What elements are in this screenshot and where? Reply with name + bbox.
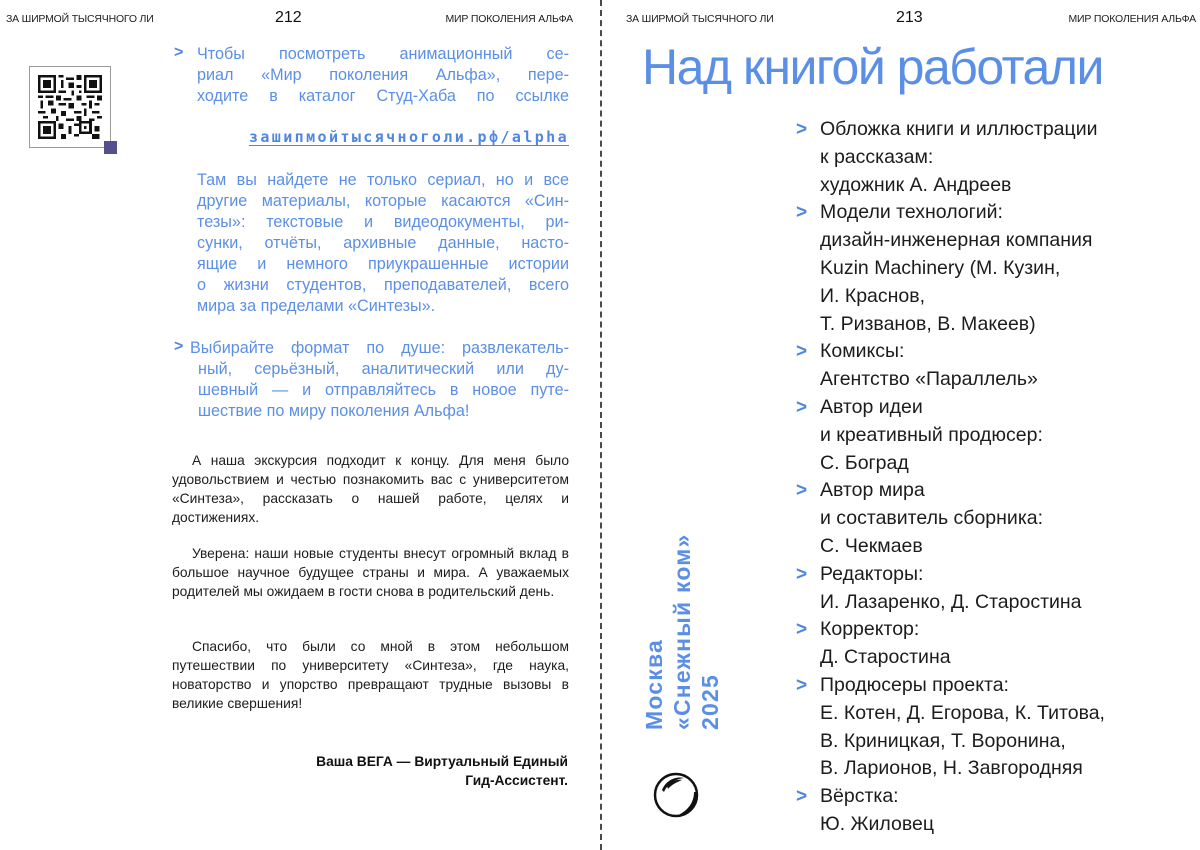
bullet-arrow-icon: > (174, 44, 184, 61)
credit-name: И. Краснов, (820, 284, 926, 307)
credit-name: дизайн-инженерная компания (820, 229, 1093, 252)
page-number: 212 (275, 9, 302, 26)
credit-name: Д. Старостина (820, 646, 951, 669)
credit-item (796, 672, 1176, 783)
credit-name: художник А. Андреев (820, 173, 1012, 196)
text-line: другие материалы, которые касаются «Син- (197, 192, 569, 210)
credit-name: Агентство «Параллель» (820, 368, 1038, 391)
closing-paragraph-2 (172, 544, 569, 601)
running-head-left: ЗА ШИРМОЙ ТЫСЯЧНОГО ЛИ (6, 13, 154, 25)
credit-role: Корректор: (820, 618, 920, 641)
credits-list (796, 116, 1176, 839)
text-line: ходите в каталог Студ-Хаба по ссылке (197, 87, 569, 105)
bullet-arrow-icon: > (796, 563, 808, 585)
bullet-arrow-icon: > (796, 119, 808, 140)
credit-name: Е. Котен, Д. Егорова, К. Титова, (820, 701, 1105, 724)
running-head-right: МИР ПОКОЛЕНИЯ АЛЬФА (445, 13, 573, 25)
credit-role: Редакторы: (820, 562, 924, 585)
publisher-imprint (640, 533, 724, 730)
paragraph: Спасибо, что были со мной в этом небольшом путешествии по университету «Синтеза», где наука, новаторство и упорство превращают трудные вызовы в великие свершения! (172, 639, 569, 711)
credit-role: Автор идеи (820, 395, 923, 418)
credit-role: Автор мира (820, 479, 925, 502)
qr-code-icon (38, 75, 102, 139)
bullet-arrow-icon: > (174, 338, 184, 355)
credit-name: и составитель сборника: (820, 507, 1044, 530)
running-head-left: ЗА ШИРМОЙ ТЫСЯЧНОГО ЛИ (626, 13, 774, 25)
credit-name: и креативный продюсер: (820, 423, 1043, 446)
bullet-arrow-icon: > (796, 674, 808, 696)
text-line: риал «Мир поколения Альфа», пере- (197, 66, 569, 84)
publisher-name: «Снежный ком» (669, 533, 695, 730)
credit-role: Вёрстка: (820, 785, 899, 808)
credit-name: С. Боград (820, 451, 909, 474)
credit-role: Модели технологий: (820, 201, 1003, 224)
credit-item (796, 199, 1176, 338)
bullet-arrow-icon: > (796, 480, 808, 502)
bullet-arrow-icon: > (796, 786, 808, 808)
text-line: сунки, отчёты, архивные данные, насто- (197, 234, 569, 252)
credit-item (796, 783, 1176, 839)
signature (250, 752, 568, 790)
text-line: ящие и немного приукрашенные истории (197, 255, 569, 273)
credit-item (796, 116, 1176, 199)
qr-code[interactable] (29, 66, 111, 148)
snowball-logo-icon (652, 770, 700, 820)
credit-name: И. Лазаренко, Д. Старостина (820, 590, 1082, 613)
credit-item (796, 394, 1176, 477)
right-page (602, 0, 1200, 850)
credit-role: Продюсеры проекта: (820, 673, 1009, 696)
credit-name: Ю. Жиловец (820, 812, 935, 835)
credit-name: С. Чекмаев (820, 534, 923, 557)
credit-name: В. Криницкая, Т. Воронина, (820, 729, 1066, 752)
signature-line: Ваша ВЕГА — Виртуальный Единый (316, 754, 568, 769)
publisher-city: Москва (641, 638, 667, 730)
text-line: о жизни студентов, преподавателей, всего (197, 276, 569, 294)
bullet-arrow-icon: > (796, 202, 808, 224)
credit-item (796, 338, 1176, 394)
signature-line: Гид-Ассистент. (465, 773, 568, 788)
page-title: Над книгой работали (642, 39, 1103, 95)
credit-name: к рассказам: (820, 145, 934, 168)
bullet-arrow-icon: > (796, 396, 808, 418)
credit-item (796, 477, 1176, 560)
text-line: ный, серьёзный, аналитический или ду- (198, 360, 569, 378)
text-line: мира за пределами «Синтезы». (197, 297, 436, 315)
text-line: Там вы найдете не только сериал, но и все (197, 171, 569, 189)
bullet-arrow-icon: > (796, 619, 808, 641)
credit-item (796, 616, 1176, 672)
running-head-right: МИР ПОКОЛЕНИЯ АЛЬФА (1068, 13, 1196, 25)
bullet-arrow-icon: > (796, 341, 808, 363)
text-line: шествие по миру поколения Альфа! (198, 402, 470, 420)
bullet-1-intro (197, 44, 569, 107)
credit-role: Комиксы: (820, 340, 905, 363)
paragraph: Уверена: наши новые студенты внесут огромный вклад в большое научное будущее страны и мира. А уважаемых родителей мы ожидаем в гости снова в родительский день. (172, 546, 569, 599)
bullet-2 (190, 338, 569, 422)
credit-name: Т. Ризванов, В. Макеев) (820, 312, 1036, 335)
text-line: шевный — и отправляйтесь в новое путе- (198, 381, 569, 399)
credit-role: Обложка книги и иллюстрации (820, 118, 1098, 140)
text-line: Выбирайте формат по душе: развлекатель- (190, 339, 569, 357)
page-number: 213 (896, 9, 923, 26)
qr-corner-accent (104, 141, 117, 154)
credit-name: Kuzin Machinery (М. Кузин, (820, 256, 1061, 279)
credit-name: В. Ларионов, Н. Завгородняя (820, 757, 1083, 780)
closing-paragraph-3 (172, 637, 569, 713)
paragraph: А наша экскурсия подходит к концу. Для меня было удовольствием и честью познакомить вас с университетом «Синтеза», рассказать о нашей работе, целях и достижениях. (172, 453, 569, 525)
catalog-link[interactable]: зашипмойтысячноголи.рф/alpha (248, 128, 569, 146)
text-line: тезы»: текстовые и видеодокументы, ри- (197, 213, 569, 231)
bullet-1-details (197, 170, 569, 317)
publisher-year: 2025 (697, 674, 723, 730)
closing-paragraph-1 (172, 451, 569, 527)
text-line: Чтобы посмотреть анимационный се- (197, 45, 569, 63)
credit-item (796, 561, 1176, 617)
